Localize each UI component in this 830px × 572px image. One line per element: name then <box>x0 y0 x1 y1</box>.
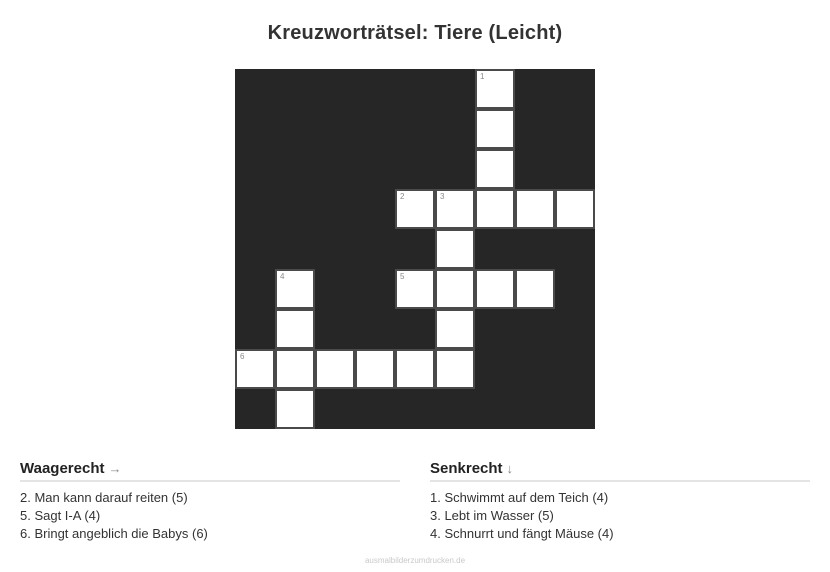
down-arrow-icon: ↓ <box>506 461 514 476</box>
cell-number: 2 <box>400 192 405 201</box>
cell-number: 6 <box>240 352 245 361</box>
crossword-cell <box>275 269 315 309</box>
crossword-cell <box>435 189 475 229</box>
cell-number: 5 <box>400 272 405 281</box>
right-arrow-icon: → <box>108 461 122 476</box>
cell-number: 3 <box>440 192 445 201</box>
crossword-cell <box>275 389 315 429</box>
crossword-cell <box>475 69 515 109</box>
crossword-cell <box>435 269 475 309</box>
down-section <box>430 460 810 543</box>
crossword-cell <box>555 189 595 229</box>
down-heading <box>430 460 810 482</box>
clue-item: 2. Man kann darauf reiten (5) <box>20 490 188 505</box>
clue-item: 4. Schnurrt und fängt Mäuse (4) <box>430 526 614 541</box>
crossword-cell <box>395 189 435 229</box>
crossword-cell <box>355 349 395 389</box>
crossword-cell <box>275 349 315 389</box>
cell-number: 1 <box>480 72 485 81</box>
across-clue-list <box>20 489 400 543</box>
crossword-cell <box>275 309 315 349</box>
clue-item: 3. Lebt im Wasser (5) <box>430 508 554 523</box>
crossword-grid <box>235 69 595 429</box>
crossword-cell <box>395 269 435 309</box>
across-heading <box>20 460 400 482</box>
down-clue-list <box>430 489 810 543</box>
footer-watermark: ausmalbilderzumdrucken.de <box>364 556 466 565</box>
down-heading-label: Senkrecht <box>430 460 503 477</box>
crossword-cell <box>515 269 555 309</box>
across-heading-label: Waagerecht <box>20 460 105 477</box>
clue-item: 5. Sagt I-A (4) <box>20 508 101 523</box>
across-section <box>20 460 400 543</box>
crossword-cell <box>515 189 555 229</box>
crossword-cell <box>395 349 435 389</box>
crossword-cell <box>475 189 515 229</box>
page-title: Kreuzworträtsel: Tiere (Leicht) <box>267 22 563 44</box>
crossword-cell <box>315 349 355 389</box>
crossword-cell <box>435 349 475 389</box>
crossword-cell <box>435 229 475 269</box>
crossword-cell <box>475 149 515 189</box>
crossword-cell <box>235 349 275 389</box>
crossword-cell <box>475 109 515 149</box>
crossword-cell <box>475 269 515 309</box>
clue-item: 6. Bringt angeblich die Babys (6) <box>20 526 208 541</box>
clue-item: 1. Schwimmt auf dem Teich (4) <box>430 490 609 505</box>
cell-number: 4 <box>280 272 285 281</box>
crossword-cell <box>435 309 475 349</box>
